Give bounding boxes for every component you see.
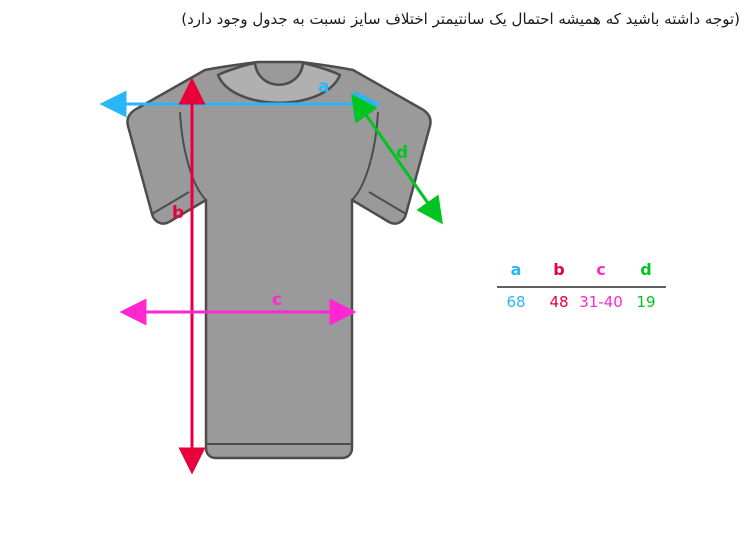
tshirt-outline bbox=[127, 62, 430, 458]
size-tolerance-note: (توجه داشته باشید که همیشه احتمال یک سانتیمتر اختلاف سایز نسبت به جدول وجود دارد) bbox=[181, 10, 740, 28]
table-header-b: b bbox=[553, 260, 565, 279]
dimension-label-b: b bbox=[172, 203, 185, 223]
table-cell-a: 68 bbox=[506, 293, 526, 311]
table-row bbox=[506, 293, 655, 311]
measurements-table bbox=[497, 260, 666, 311]
dimension-label-c: c bbox=[272, 290, 283, 310]
table-cell-b: 48 bbox=[549, 293, 569, 311]
table-cell-d: 19 bbox=[636, 293, 656, 311]
table-header-a: a bbox=[510, 260, 522, 279]
table-header-d: d bbox=[640, 260, 652, 279]
table-cell-c: 31-40 bbox=[579, 293, 623, 311]
dimension-label-d: d bbox=[396, 143, 409, 163]
dimension-label-a: a bbox=[318, 77, 330, 97]
tshirt-illustration bbox=[127, 62, 430, 458]
table-header-c: c bbox=[596, 260, 606, 279]
